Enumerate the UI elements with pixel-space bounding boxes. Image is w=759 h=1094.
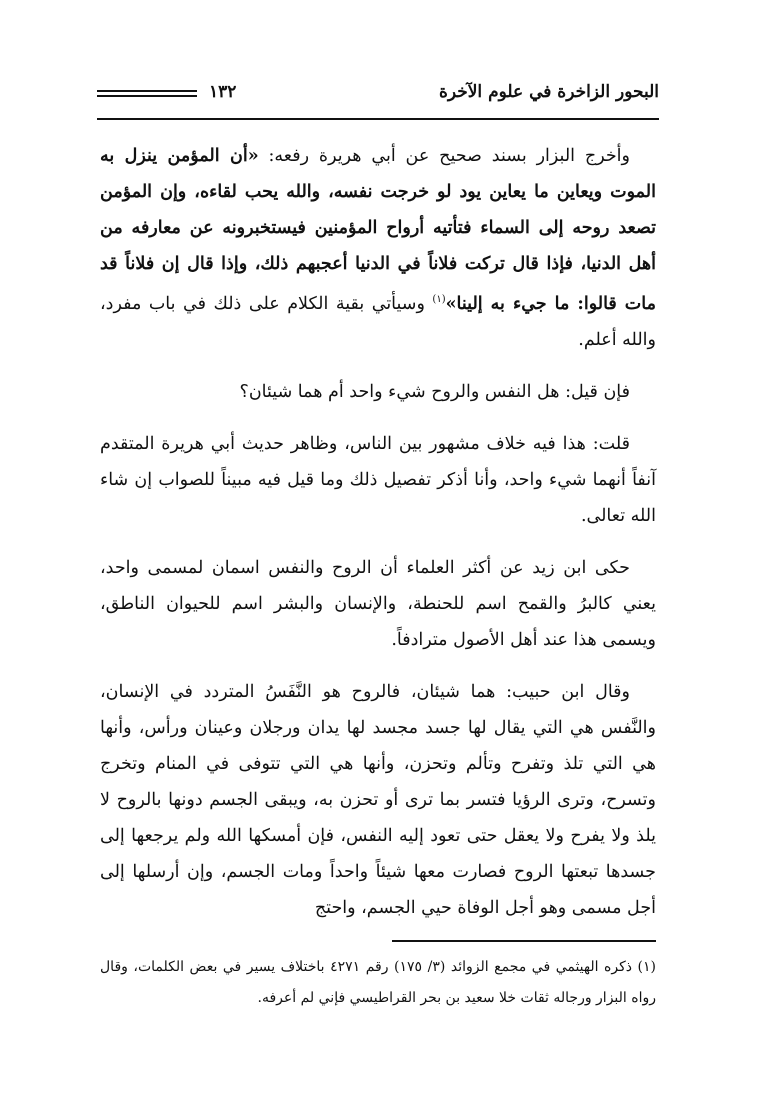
footnotes	[100, 952, 656, 1014]
hadith-intro: وأخرج البزار بسند صحيح عن أبي هريرة رفعه:	[258, 146, 630, 166]
ornament-bar	[97, 95, 197, 97]
paragraph-answer: قلت: هذا فيه خلاف مشهور بين الناس، وظاهر حديث أبي هريرة المتقدم آنفاً أنهما شيء واحد، وأنا أذكر تفصيل ذلك وما قيل فيه مبيناً للصواب إن شاء الله تعالى.	[100, 433, 656, 526]
footnote-ref[interactable]: (١)	[432, 294, 446, 305]
paragraph-ibn-habib: وقال ابن حبيب: هما شيئان، فالروح هو النَّفَسُ المتردد في الإنسان، والنَّفس هي التي يقال لها جسد مجسد لها يدان ورجلان وعينان ورأس، وأنها هي التي تلذ وتفرح وتألم وتحزن، وأنها هي التي تتوفى في المنام وتخرج وتسرح، وترى الرؤيا فتسر بما ترى أو تحزن به، ويبقى الجسم دونها بالروح لا يلذ ولا يفرح ولا يعقل حتى تعود إليه النفس، فإن أمسكها الله ولم يرجعها إلى جسدها تبعتها الروح فصارت معها شيئاً واحداً ومات الجسم، وإن أرسلها إلى أجل مسمى وهو أجل الوفاة حيي الجسم، واحتج	[100, 681, 656, 918]
main-text	[100, 138, 656, 942]
paragraph-question: فإن قيل: هل النفس والروح شيء واحد أم هما شيئان؟	[239, 381, 630, 402]
header-rule	[97, 118, 659, 120]
header-ornament-bars	[97, 90, 197, 100]
page-header	[97, 78, 659, 108]
paragraph-ibn-zayd: حكى ابن زيد عن أكثر العلماء أن الروح والنفس اسمان لمسمى واحد، يعني كالبرُ والقمح اسم للحنطة، والإنسان والبشر اسم للحيوان الناطق، ويسمى هذا عند أهل الأصول مترادفاً.	[100, 557, 656, 650]
footnote-1: (١) ذكره الهيثمي في مجمع الزوائد (٣/ ١٧٥) رقم ٤٢٧١ باختلاف يسير في بعض الكلمات، وقال رواه البزار ورجاله ثقات خلا سعيد بن بحر القراطيسي فإني لم أعرفه.	[100, 959, 657, 1006]
hadith-quote: «أن المؤمن ينزل به الموت ويعاين ما يعاين يود لو خرجت نفسه، والله يحب لقاءه، وإن المؤمن تصعد روحه إلى السماء فتأتيه أرواح المؤمنين فيستخبرونه عن معارفه من أهل الدنيا، فإذا قال تركت فلاناً في الدنيا أعجبهم ذلك، وإذا قال إن فلاناً قد مات قالوا: ما جيء به إلينا»	[100, 146, 656, 314]
ornament-bar	[97, 90, 197, 92]
footnote-rule	[392, 940, 656, 942]
running-title: البحور الزاخرة في علوم الآخرة	[438, 82, 659, 102]
paragraph-hadith	[100, 138, 656, 358]
hadith-tail: وسيأتي بقية الكلام على ذلك في باب مفرد، والله أعلم.	[100, 293, 656, 350]
page-number: ١٣٢	[209, 82, 237, 102]
